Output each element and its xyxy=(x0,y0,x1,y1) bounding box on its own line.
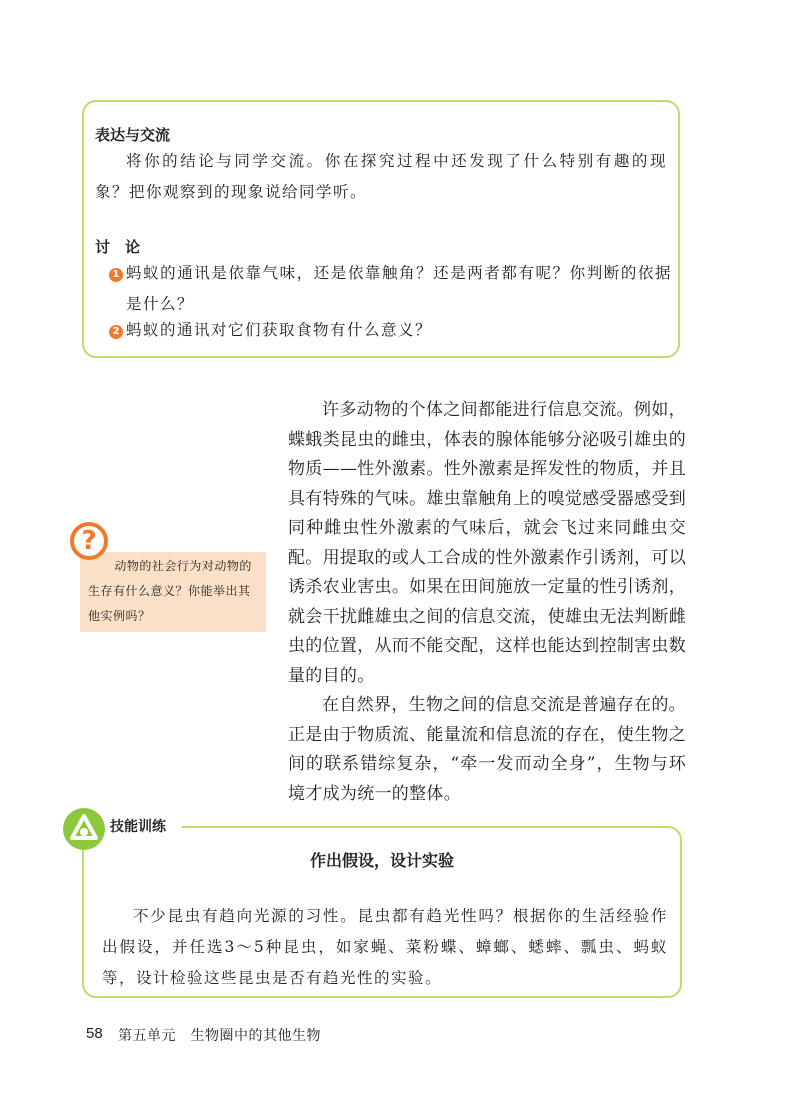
main-paragraph-2: 在自然界，生物之间的信息交流是普遍存在的。正是由于物质流、能量流和信息流的存在，使生物之间的联系错综复杂，“牵一发而动全身”，生物与环境才成为统一的整体。 xyxy=(288,695,686,804)
main-paragraph-1: 许多动物的个体之间都能进行信息交流。例如，蝶蛾类昆虫的雌虫，体表的腺体能够分泌吸引雄虫的物质——性外激素。性外激素是挥发性的物质，并且具有特殊的气味。雄虫靠触角上的嗅觉感受器感受到同种雌虫性外激素的气味后，就会飞过来同雌虫交配。用提取的或人工合成的性外激素作引诱剂，可以诱杀农业害虫。如果在田间施放一定量的性引诱剂，就会干扰雌雄虫之间的信息交流，使雄虫无法判断雌虫的位置，从而不能交配，这样也能达到控制害虫数量的目的。 xyxy=(288,400,686,686)
number-1-icon: 1 xyxy=(109,268,123,282)
skill-training-label: 技能训练 xyxy=(110,819,166,835)
skill-text: 不少昆虫有趋向光源的习性。昆虫都有趋光性吗？根据你的生活经验作出假设，并任选3～5种昆虫，如家蝇、菜粉蝶、蟑螂、蟋蟀、瓢虫、蚂蚁等，设计检验这些昆虫是否有趋光性的实验。 xyxy=(102,907,668,987)
discussion-item-1: 蚂蚁的通讯是依靠气味，还是依靠触角？还是两者都有呢？你判断的依据是什么？ xyxy=(126,264,672,313)
page-number: 58 xyxy=(86,1025,103,1042)
main-text xyxy=(288,396,686,809)
footer-text: 第五单元 生物圈中的其他生物 xyxy=(118,1028,321,1044)
skill-title: 作出假设，设计实验 xyxy=(309,851,454,870)
discussion-title: 讨 论 xyxy=(95,238,141,256)
number-2-icon: 2 xyxy=(109,325,123,339)
skill-training-icon xyxy=(63,808,105,850)
expression-title: 表达与交流 xyxy=(95,126,171,144)
expression-text: 将你的结论与同学交流。你在探究过程中还发现了什么特别有趣的现象？把你观察到的现象说给同学听。 xyxy=(95,152,667,201)
discussion-item-2: 蚂蚁的通讯对它们获取食物有什么意义？ xyxy=(126,321,433,339)
question-text: 动物的社会行为对动物的生存有什么意义？你能举出其他实例吗？ xyxy=(88,559,252,623)
question-mark-icon: ? xyxy=(70,522,108,560)
